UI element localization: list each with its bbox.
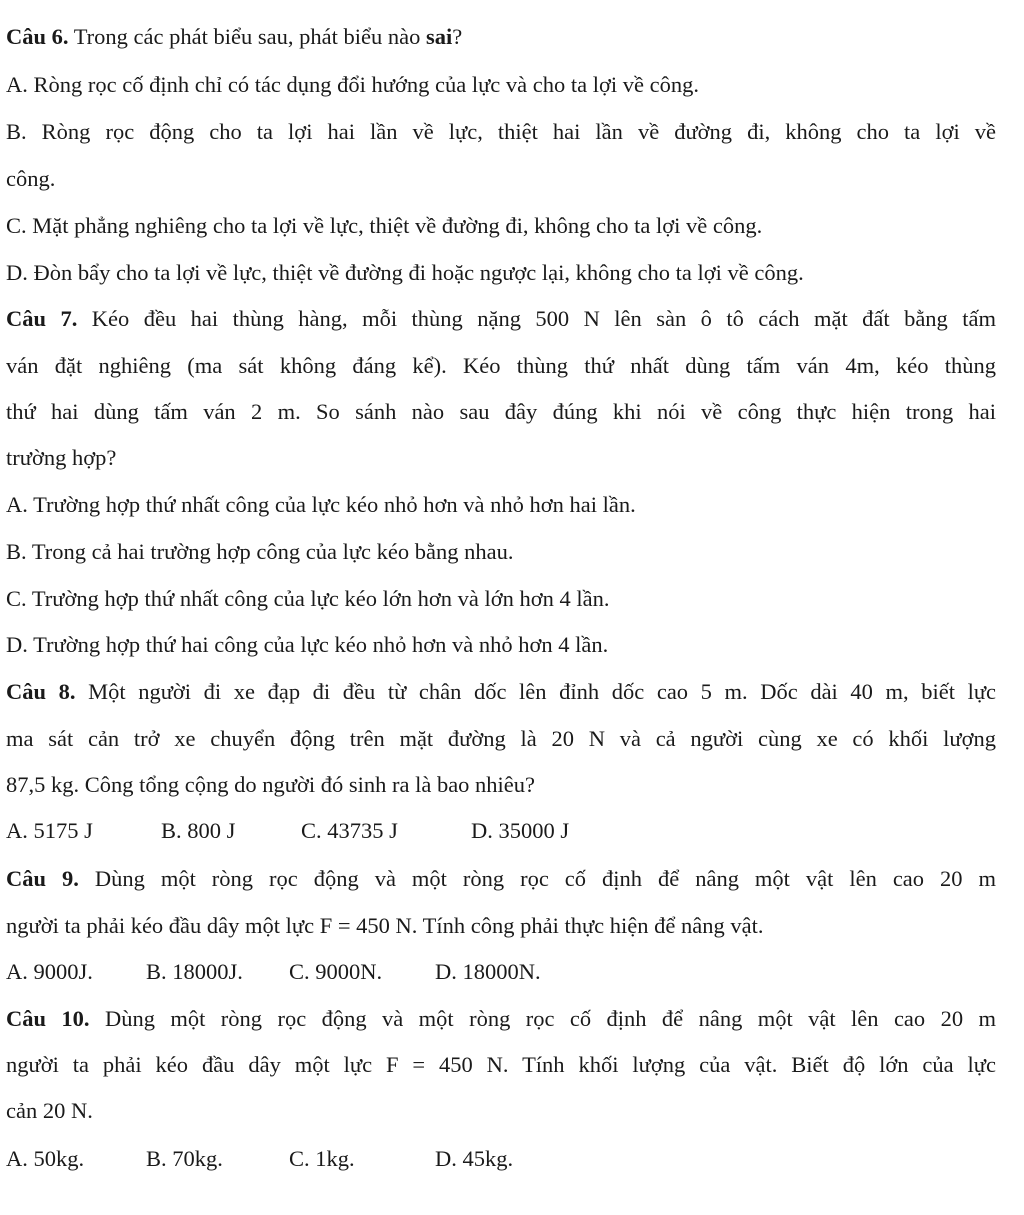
question-10-option-b: B. 70kg. (146, 1146, 223, 1171)
question-10-stem-line-3: cản 20 N. (6, 1098, 93, 1123)
question-9-stem-line-2: người ta phải kéo đầu dây một lực F = 450 N. Tính công phải thực hiện để nâng vật. (6, 913, 764, 938)
question-10-stem-line-1: Câu 10. Dùng một ròng rọc động và một ròng rọc cố định để nâng một vật lên cao 20 m (6, 1006, 996, 1031)
question-10-stem-line-2: người ta phải kéo đầu dây một lực F = 450 N. Tính khối lượng của vật. Biết độ lớn của lực (6, 1052, 996, 1077)
question-6-stem: Câu 6. Trong các phát biểu sau, phát biểu nào sai? (6, 24, 463, 49)
question-10-options (6, 1144, 513, 1174)
question-8-option-d: D. 35000 J (471, 818, 570, 843)
question-8-stem-line-1: Câu 8. Một người đi xe đạp đi đều từ chân dốc lên đỉnh dốc cao 5 m. Dốc dài 40 m, biết lực (6, 679, 996, 704)
question-7-stem-line-1: Câu 7. Kéo đều hai thùng hàng, mỗi thùng nặng 500 N lên sàn ô tô cách mặt đất bằng tấm (6, 306, 996, 331)
question-7-label: Câu 7. (6, 306, 78, 331)
question-9-options (6, 957, 541, 987)
question-8-option-a: A. 5175 J (6, 818, 93, 843)
question-10-option-d: D. 45kg. (435, 1146, 514, 1171)
question-7-stem-line-3: thứ hai dùng tấm ván 2 m. So sánh nào sau đây đúng khi nói về công thực hiện trong hai (6, 399, 996, 424)
question-7-option-d: D. Trường hợp thứ hai công của lực kéo nhỏ hơn và nhỏ hơn 4 lần. (6, 632, 609, 657)
question-6-option-b: B. Ròng rọc động cho ta lợi hai lần về lực, thiệt hai lần về đường đi, không cho ta lợi về (6, 119, 996, 144)
question-8-stem-line-3: 87,5 kg. Công tổng cộng do người đó sinh ra là bao nhiêu? (6, 772, 536, 797)
question-10-label: Câu 10. (6, 1006, 90, 1031)
question-9-option-b: B. 18000J. (146, 959, 243, 984)
question-10-option-a: A. 50kg. (6, 1146, 85, 1171)
question-7-option-a: A. Trường hợp thứ nhất công của lực kéo nhỏ hơn và nhỏ hơn hai lần. (6, 492, 636, 517)
question-7-option-c: C. Trường hợp thứ nhất công của lực kéo lớn hơn và lớn hơn 4 lần. (6, 586, 610, 611)
question-9-stem-line-1: Câu 9. Dùng một ròng rọc động và một ròng rọc cố định để nâng một vật lên cao 20 m (6, 866, 996, 891)
question-9-label: Câu 9. (6, 866, 79, 891)
question-6-label: Câu 6. (6, 24, 69, 49)
question-7-stem-line-2: ván đặt nghiêng (ma sát không đáng kể). Kéo thùng thứ nhất dùng tấm ván 4m, kéo thùng (6, 353, 996, 378)
question-7-stem-line-4: trường hợp? (6, 445, 117, 470)
question-8-option-c: C. 43735 J (301, 818, 398, 843)
question-7-option-b: B. Trong cả hai trường hợp công của lực kéo bằng nhau. (6, 539, 514, 564)
question-8-stem-line-2: ma sát cản trở xe chuyển động trên mặt đường là 20 N và cả người cùng xe có khối lượng (6, 726, 996, 751)
question-9-option-c: C. 9000N. (289, 959, 383, 984)
question-6-option-c: C. Mặt phẳng nghiêng cho ta lợi về lực, thiệt về đường đi, không cho ta lợi về công. (6, 213, 763, 238)
question-9-option-a: A. 9000J. (6, 959, 93, 984)
question-8-options (6, 816, 569, 846)
question-6-option-b-cont: công. (6, 166, 56, 191)
question-10-option-c: C. 1kg. (289, 1146, 355, 1171)
question-6-option-a: A. Ròng rọc cố định chỉ có tác dụng đổi hướng của lực và cho ta lợi về công. (6, 72, 700, 97)
question-9-option-d: D. 18000N. (435, 959, 541, 984)
question-8-option-b: B. 800 J (161, 818, 236, 843)
question-8-label: Câu 8. (6, 679, 76, 704)
question-6-option-d: D. Đòn bẩy cho ta lợi về lực, thiệt về đường đi hoặc ngược lại, không cho ta lợi về công. (6, 260, 804, 285)
